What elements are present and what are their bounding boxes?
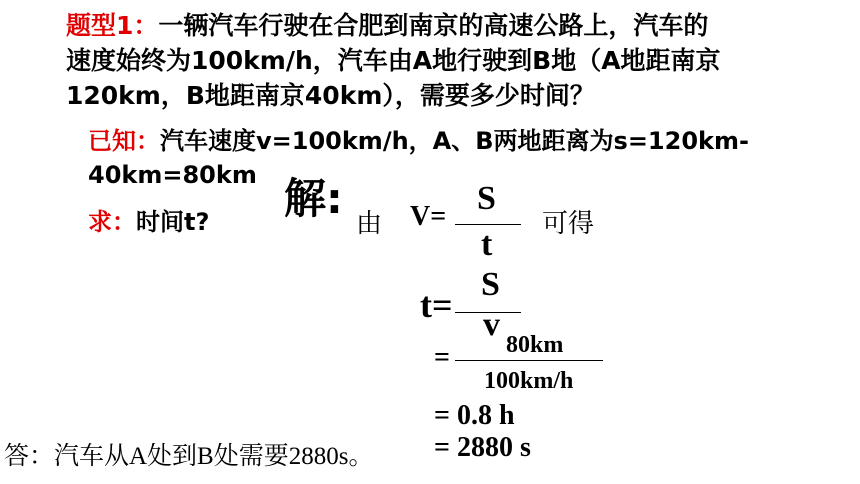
formula-t-equals: t= bbox=[420, 285, 453, 325]
denominator-100kmh: 100km/h bbox=[484, 368, 574, 394]
problem-statement bbox=[66, 8, 826, 113]
step-equals: = bbox=[434, 342, 450, 373]
problem-line-2: 速度始终为100km/h，汽车由A地行驶到B地（A地距南京 bbox=[66, 46, 721, 75]
solution-from: 由 bbox=[356, 209, 383, 239]
numerator-80km: 80km bbox=[506, 332, 564, 358]
find-label: 求： bbox=[88, 208, 136, 236]
given-text-1: 汽车速度v=100km/h，A、B两地距离为s=120km- bbox=[160, 127, 749, 155]
formula-numerator-s-2: S bbox=[481, 266, 500, 303]
given-line-2: 40km=80km bbox=[88, 161, 257, 189]
formula-denominator-v: v bbox=[483, 306, 500, 343]
problem-line-1 bbox=[66, 8, 826, 43]
formula-denominator-t: t bbox=[481, 226, 493, 263]
find-text: 时间t? bbox=[136, 208, 210, 236]
step-0-8h: = 0.8 h bbox=[434, 400, 515, 431]
problem-label: 题型1： bbox=[66, 11, 159, 40]
formula-v-equals: V= bbox=[410, 201, 447, 232]
solution-obtain: 可得 bbox=[542, 209, 595, 239]
problem-line-3: 120km，B地距南京40km），需要多少时间？ bbox=[66, 81, 595, 110]
solution-title: 解: bbox=[284, 174, 343, 223]
problem-text-1: 一辆汽车行驶在合肥到南京的高速公路上，汽车的 bbox=[158, 11, 709, 40]
formula-numerator-s: S bbox=[477, 180, 496, 217]
step-2880s: = 2880 s bbox=[434, 432, 531, 463]
fraction-bar-1 bbox=[455, 224, 521, 225]
find-line bbox=[88, 205, 209, 239]
answer-line: 答：汽车从A处到B处需要2880s。 bbox=[4, 443, 374, 470]
given-line-1 bbox=[88, 124, 749, 158]
fraction-bar-3 bbox=[455, 360, 603, 361]
given-label: 已知： bbox=[88, 127, 160, 155]
